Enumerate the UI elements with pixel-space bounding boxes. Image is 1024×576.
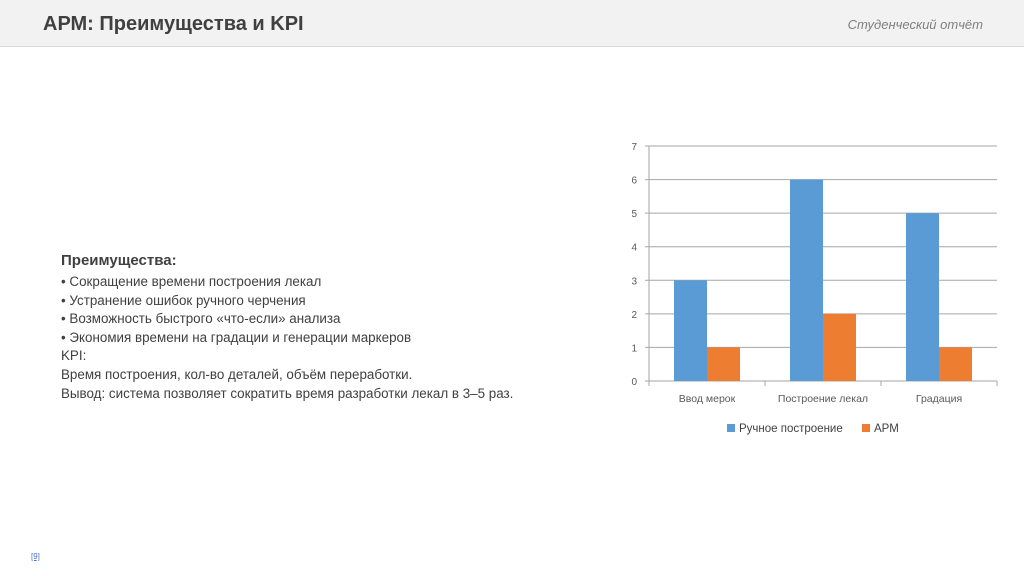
y-tick-label: 3: [631, 276, 637, 288]
advantage-item: • Возможность быстрого «что-если» анализа: [61, 311, 341, 327]
y-tick-label: 7: [631, 142, 637, 153]
y-tick-label: 1: [631, 343, 637, 355]
x-tick-label: Построение лекал: [777, 393, 869, 405]
legend-label: Ручное построение: [739, 423, 843, 435]
advantages-heading: Преимущества:: [61, 252, 177, 269]
legend-swatch: [862, 424, 870, 432]
advantage-item: • Экономия времени на градации и генерации маркеров: [61, 329, 412, 345]
bar-manual: [674, 280, 707, 381]
kpi-label: KPI:: [61, 348, 87, 364]
y-tick-label: 6: [631, 175, 637, 187]
slide-subtitle: Студенческий отчёт: [847, 17, 983, 32]
bar-manual: [790, 180, 823, 381]
footnote-link[interactable]: [9]: [31, 552, 40, 561]
y-tick-label: 2: [631, 309, 637, 321]
y-tick-label: 4: [631, 242, 637, 254]
y-tick-label: 0: [631, 377, 637, 388]
conclusion-text: Вывод: система позволяет сократить время разработки лекал в 3–5 раз.: [61, 385, 514, 401]
legend-label: АРМ: [874, 423, 899, 435]
bar-arm: [707, 347, 740, 381]
advantage-item: • Устранение ошибок ручного черчения: [61, 292, 306, 308]
x-tick-label: Ввод мерок: [678, 393, 736, 405]
bar-arm: [823, 314, 856, 381]
advantage-item: • Сокращение времени построения лекал: [61, 274, 322, 289]
kpi-description: Время построения, кол-во деталей, объём переработки.: [61, 366, 413, 382]
slide-title: АРМ: Преимущества и KPI: [43, 13, 304, 35]
bar-manual: [906, 213, 939, 381]
y-tick-label: 5: [631, 209, 637, 221]
bar-arm: [939, 347, 972, 381]
x-tick-label: Градация: [915, 393, 963, 405]
legend-swatch: [727, 424, 735, 432]
